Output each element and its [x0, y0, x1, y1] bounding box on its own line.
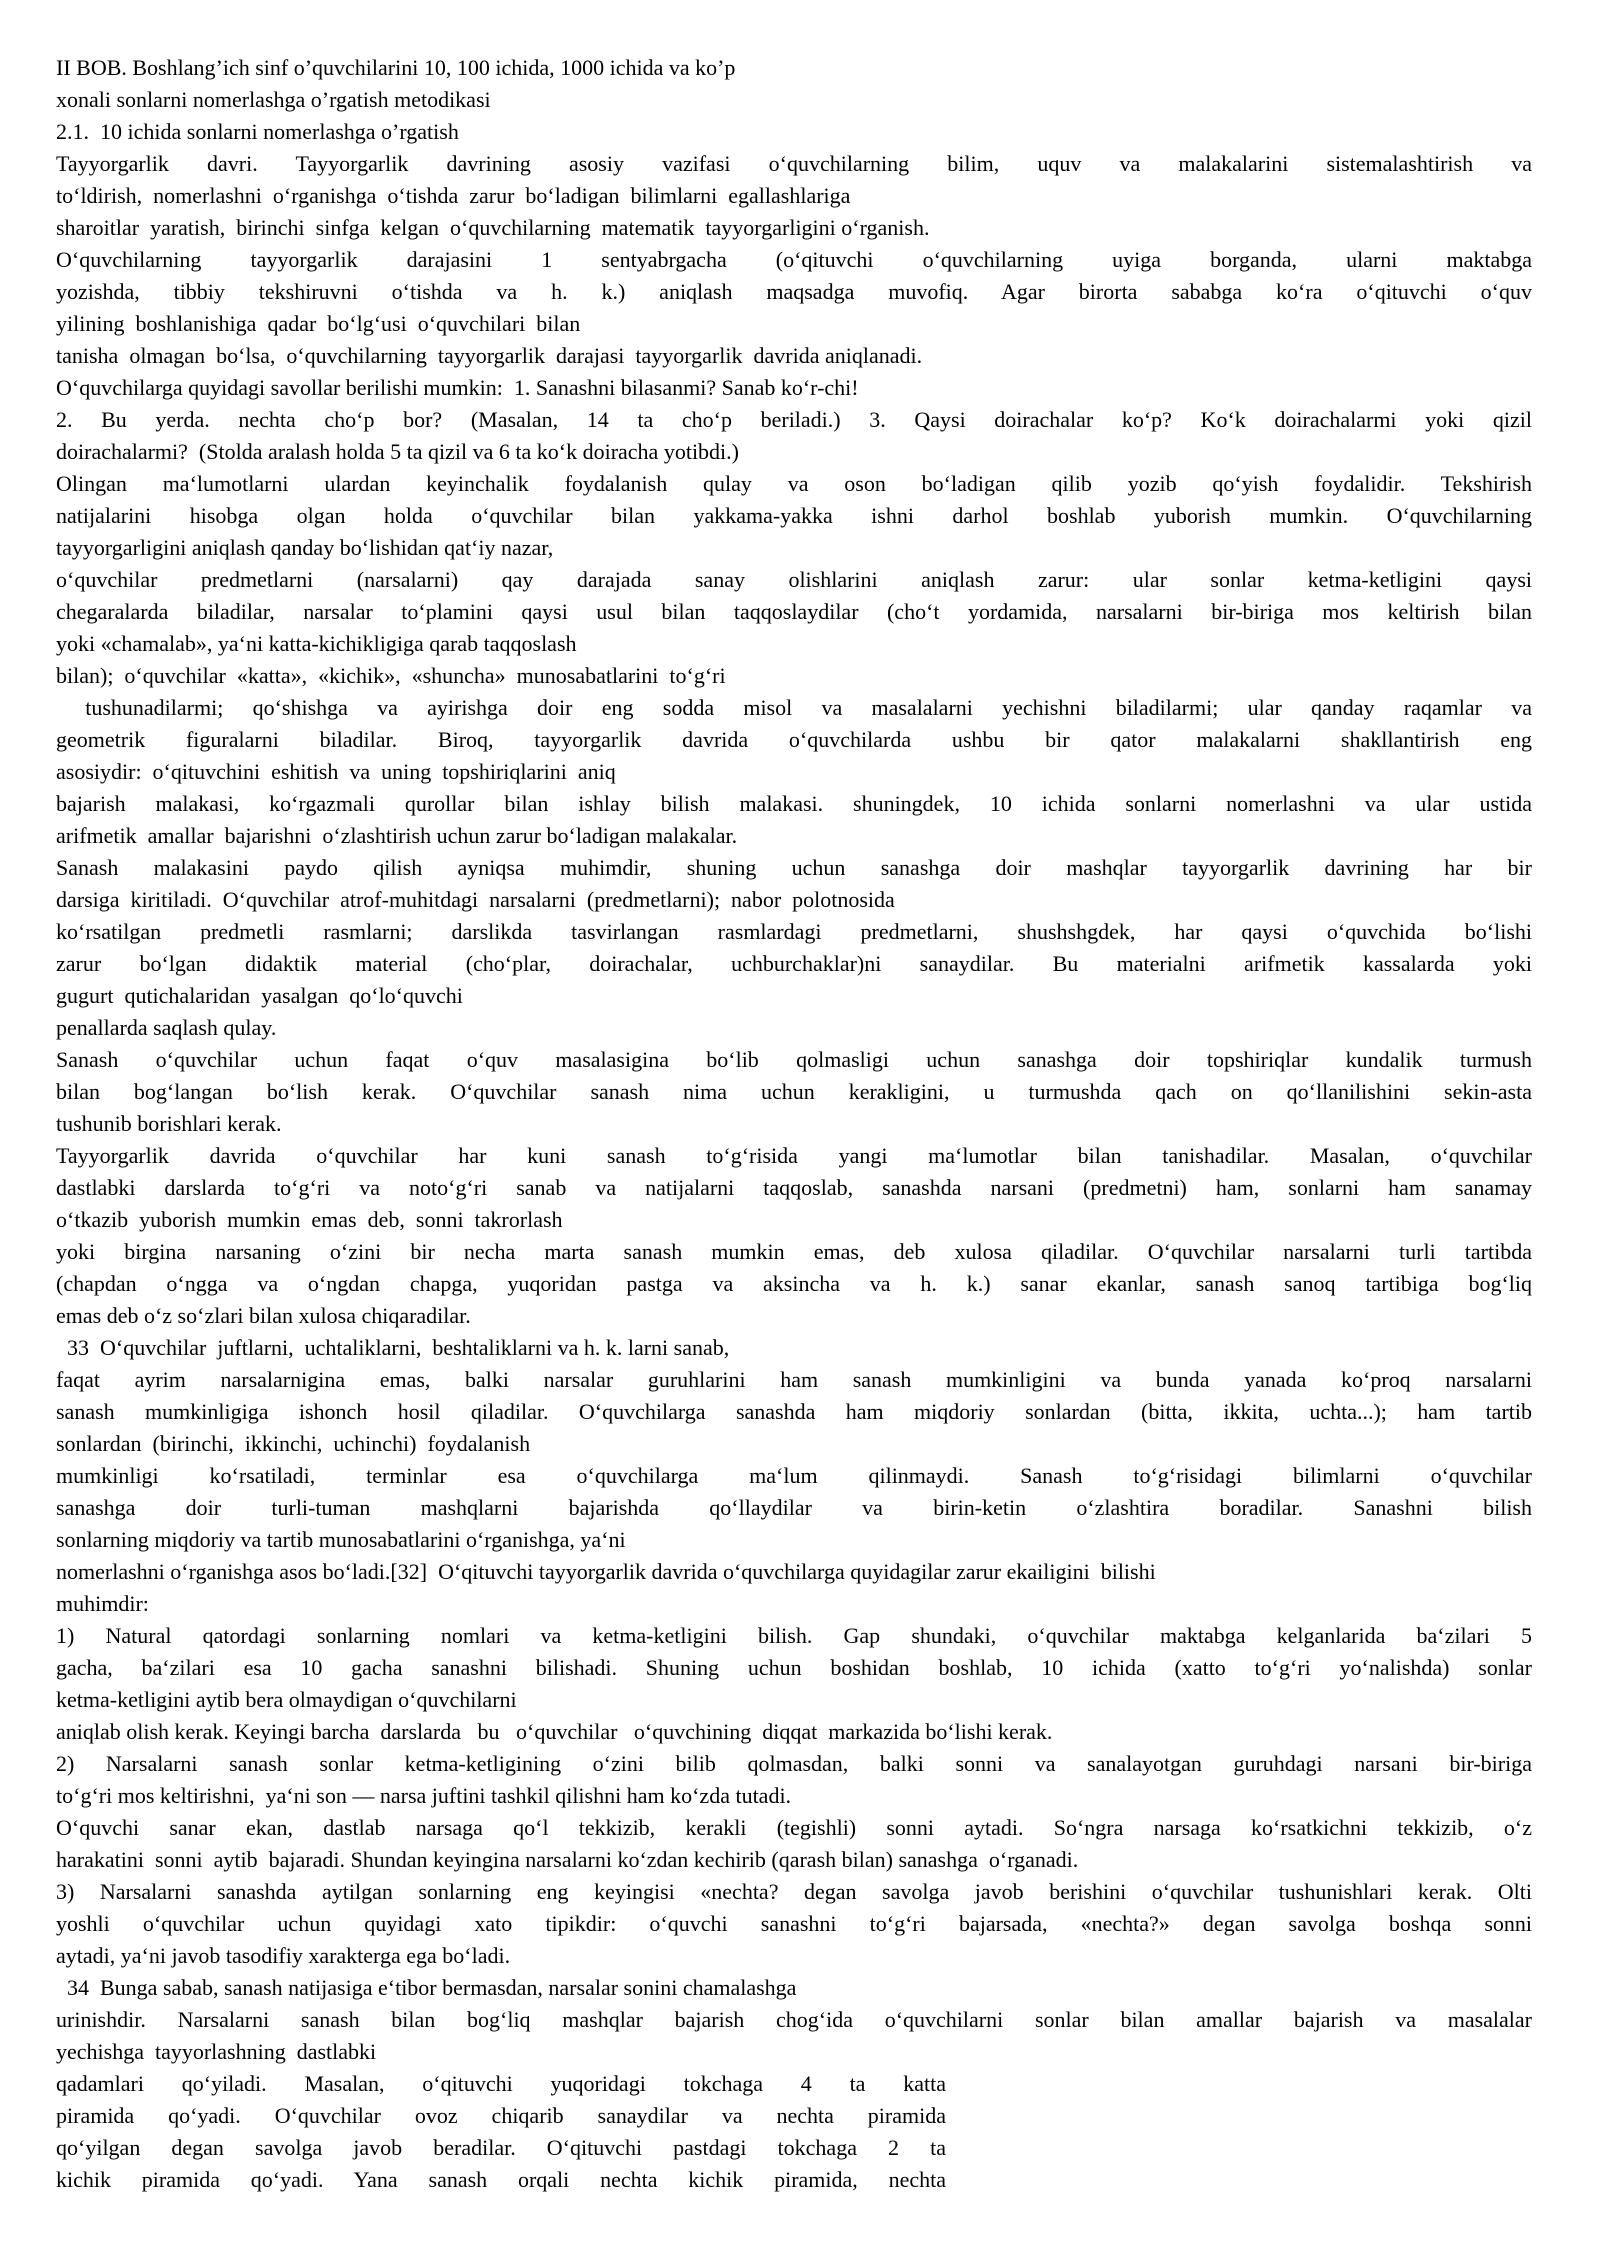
body-text-line: o‘tkazib yuborish mumkin emas deb, sonni takrorlash — [56, 1207, 563, 1232]
body-text-line: sharoitlar yaratish, birinchi sinfga kelgan o‘quvchilarning matematik tayyorgarligini o‘rganish. — [56, 215, 930, 240]
body-text-line: tayyorgarligini aniqlash qanday bo‘lishidan qat‘iy nazar, — [56, 535, 554, 560]
body-text-line: aniqlab olish kerak. Keyingi barcha darslarda bu o‘quvchilar o‘quvchining diqqat markazida bo‘lishi kerak. — [56, 1719, 1053, 1744]
body-text-line: yoki «chamalab», ya‘ni katta-kichikligiga qarab taqqoslash — [56, 631, 577, 656]
body-text-line: faqat ayrim narsalarnigina emas, balki narsalar guruhlarini ham sanash mumkinligini va bunda yanada ko‘proq narsalarni — [56, 1367, 1532, 1392]
body-text-line: aytadi, ya‘ni javob tasodifiy xarakterga ega bo‘ladi. — [56, 1943, 511, 1968]
body-text-line: kichik piramida qo‘yadi. Yana sanash orqali nechta kichik piramida, nechta — [56, 2167, 946, 2192]
body-text-line: o‘quvchilar predmetlarni (narsalarni) qay darajada sanay olishlarini aniqlash zarur: ular sonlar ketma-ketligini qaysi — [56, 567, 1532, 592]
body-text-line: ko‘rsatilgan predmetli rasmlarni; darslikda tasvirlangan rasmlardagi predmetlarni, shushshgdek, har qaysi o‘quvchida bo‘lishi — [56, 919, 1532, 944]
body-text-line: zarur bo‘lgan didaktik material (cho‘plar, doirachalar, uchburchaklar)ni sanaydilar. Bu materialni arifmetik kassalarda yoki — [56, 951, 1532, 976]
body-text-line: 33 O‘quvchilar juftlarni, uchtaliklarni, beshtaliklarni va h. k. larni sanab, — [56, 1335, 730, 1360]
body-text-line: O‘quvchilarga quyidagi savollar berilishi mumkin: 1. Sanashni bilasanmi? Sanab ko‘r-chi! — [56, 375, 859, 400]
heading-line: xonali sonlarni nomerlashga o’rgatish metodikasi — [56, 87, 491, 112]
heading-line: 2.1. 10 ichida sonlarni nomerlashga o’rgatish — [56, 119, 459, 144]
body-text-line: penallarda saqlash qulay. — [56, 1015, 277, 1040]
body-text-line: nomerlashni o‘rganishga asos bo‘ladi.[32] O‘qituvchi tayyorgarlik davrida o‘quvchilarga quyidagilar zarur ekailigini bilishi — [56, 1559, 1156, 1584]
body-text-line: Sanash o‘quvchilar uchun faqat o‘quv masalasigina bo‘lib qolmasligi uchun sanashga doir topshiriqlar kundalik turmush — [56, 1047, 1532, 1072]
body-text-line: 2) Narsalarni sanash sonlar ketma-ketligining o‘zini bilib qolmasdan, balki sonni va sanalayotgan guruhdagi narsani bir-biriga — [56, 1751, 1532, 1776]
body-text-line: O‘quvchi sanar ekan, dastlab narsaga qo‘l tekkizib, kerakli (tegishli) sonni aytadi. So‘ngra narsaga ko‘rsatkichni tekkizib, o‘z — [56, 1815, 1532, 1840]
body-text-line: qadamlari qo‘yiladi. Masalan, o‘qituvchi yuqoridagi tokchaga 4 ta katta — [56, 2071, 946, 2096]
body-text-line: sanash mumkinligiga ishonch hosil qiladilar. O‘quvchilarga sanashda ham miqdoriy sonlardan (bitta, ikkita, uchta...); ham tartib — [56, 1399, 1532, 1424]
body-text-line: (chapdan o‘ngga va o‘ngdan chapga, yuqoridan pastga va aksincha va h. k.) sanar ekanlar, sanash sanoq tartibiga bog‘liq — [56, 1271, 1532, 1296]
body-text-line: geometrik figuralarni biladilar. Biroq, tayyorgarlik davrida o‘quvchilarda ushbu bir qator malakalarni shakllantirish eng — [56, 727, 1532, 752]
body-text-line: qo‘yilgan degan savolga javob beradilar. O‘qituvchi pastdagi tokchaga 2 ta — [56, 2135, 946, 2160]
body-text-line: yilining boshlanishiga qadar bo‘lg‘usi o‘quvchilari bilan — [56, 311, 581, 336]
document-body — [56, 52, 1532, 2196]
body-text-line: to‘ldirish, nomerlashni o‘rganishga o‘tishda zarur bo‘ladigan bilimlarni egallashlariga — [56, 183, 851, 208]
body-text-line: 34 Bunga sabab, sanash natijasiga e‘tibor bermasdan, narsalar sonini chamalashga — [56, 1975, 797, 2000]
body-text-line: dastlabki darslarda to‘g‘ri va noto‘g‘ri sanab va natijalarni taqqoslab, sanashda narsani (predmetni) ham, sonlarni ham sanamay — [56, 1175, 1532, 1200]
body-text-line: Tayyorgarlik davrida o‘quvchilar har kuni sanash to‘g‘risida yangi ma‘lumotlar bilan tanishadilar. Masalan, o‘quvchilar — [56, 1143, 1532, 1168]
body-text-line: O‘quvchilarning tayyorgarlik darajasini 1 sentyabrgacha (o‘qituvchi o‘quvchilarning uyiga borganda, ularni maktabga — [56, 247, 1532, 272]
body-text-line: tushunib borishlari kerak. — [56, 1111, 282, 1136]
body-text-line: arifmetik amallar bajarishni o‘zlashtirish uchun zarur bo‘ladigan malakalar. — [56, 823, 738, 848]
body-text-line: harakatini sonni aytib bajaradi. Shundan keyingina narsalarni ko‘zdan kechirib (qarash bilan) sanashga o‘rganadi. — [56, 1847, 1079, 1872]
body-text-line: yoki birgina narsaning o‘zini bir necha marta sanash mumkin emas, deb xulosa qiladilar. O‘quvchilar narsalarni turli tartibda — [56, 1239, 1532, 1264]
body-text-line: tushunadilarmi; qo‘shishga va ayirishga doir eng sodda misol va masalalarni yechishni biladilarmi; ular qanday raqamlar va — [56, 695, 1532, 720]
body-text-line: muhimdir: — [56, 1591, 149, 1616]
body-text-line: 3) Narsalarni sanashda aytilgan sonlarning eng keyingisi «nechta? degan savolga javob berishini o‘quvchilar tushunishlari kerak. Olti — [56, 1879, 1532, 1904]
body-text-line: yozishda, tibbiy tekshiruvni o‘tishda va h. k.) aniqlash maqsadga muvofiq. Agar birorta sababga ko‘ra o‘qituvchi o‘quv — [56, 279, 1532, 304]
body-text-line: bilan); o‘quvchilar «katta», «kichik», «shuncha» munosabatlarini to‘g‘ri — [56, 663, 726, 688]
body-text-line: bajarish malakasi, ko‘rgazmali qurollar bilan ishlay bilish malakasi. shuningdek, 10 ichida sonlarni nomerlashni va ular ustida — [56, 791, 1532, 816]
body-text-line: to‘g‘ri mos keltirishni, ya‘ni son — narsa juftini tashkil qilishni ham ko‘zda tutadi. — [56, 1783, 792, 1808]
body-text-line: sonlardan (birinchi, ikkinchi, uchinchi) foydalanish — [56, 1431, 531, 1456]
body-text-line: urinishdir. Narsalarni sanash bilan bog‘liq mashqlar bajarish chog‘ida o‘quvchilarni sonlar bilan amallar bajarish va masalalar — [56, 2007, 1532, 2032]
body-text-line: tanisha olmagan bo‘lsa, o‘quvchilarning tayyorgarlik darajasi tayyorgarlik davrida aniqlanadi. — [56, 343, 923, 368]
body-text-line: natijalarini hisobga olgan holda o‘quvchilar bilan yakkama-yakka ishni darhol boshlab yuborish mumkin. O‘quvchilarning — [56, 503, 1532, 528]
body-text-line: Olingan ma‘lumotlarni ulardan keyinchalik foydalanish qulay va oson bo‘ladigan qilib yozib qo‘yish foydalidir. Tekshirish — [56, 471, 1532, 496]
body-text-line: emas deb o‘z so‘zlari bilan xulosa chiqaradilar. — [56, 1303, 471, 1328]
body-text-line: bilan bog‘langan bo‘lish kerak. O‘quvchilar sanash nima uchun kerakligini, u turmushda qach on qo‘llanilishini sekin-asta — [56, 1079, 1532, 1104]
body-text-line: sonlarning miqdoriy va tartib munosabatlarini o‘rganishga, ya‘ni — [56, 1527, 626, 1552]
body-text-line: yoshli o‘quvchilar uchun quyidagi xato tipikdir: o‘quvchi sanashni to‘g‘ri bajarsada, «nechta?» degan savolga boshqa sonni — [56, 1911, 1532, 1936]
body-text-line: mumkinligi ko‘rsatiladi, terminlar esa o‘quvchilarga ma‘lum qilinmaydi. Sanash to‘g‘risidagi bilimlarni o‘quvchilar — [56, 1463, 1532, 1488]
body-text-line: asosiydir: o‘qituvchini eshitish va uning topshiriqlarini aniq — [56, 759, 616, 784]
body-text-line: ketma-ketligini aytib bera olmaydigan o‘quvchilarni — [56, 1687, 517, 1712]
body-text-line: 2. Bu yerda. nechta cho‘p bor? (Masalan, 14 ta cho‘p beriladi.) 3. Qaysi doirachalar ko‘p? Ko‘k doirachalarmi yoki qizil — [56, 407, 1532, 432]
body-text-line: Tayyorgarlik davri. Tayyorgarlik davrining asosiy vazifasi o‘quvchilarning bilim, uquv va malakalarini sistemalashtirish va — [56, 151, 1532, 176]
body-text-line: piramida qo‘yadi. O‘quvchilar ovoz chiqarib sanaydilar va nechta piramida — [56, 2103, 946, 2128]
body-text-line: sanashga doir turli-tuman mashqlarni bajarishda qo‘llaydilar va birin-ketin o‘zlashtira boradilar. Sanashni bilish — [56, 1495, 1532, 1520]
body-text-line: gugurt qutichalaridan yasalgan qo‘lo‘quvchi — [56, 983, 463, 1008]
body-text-line: 1) Natural qatordagi sonlarning nomlari va ketma-ketligini bilish. Gap shundaki, o‘quvchilar maktabga kelganlarida ba‘zilari 5 — [56, 1623, 1532, 1648]
body-text-line: darsiga kiritiladi. O‘quvchilar atrof-muhitdagi narsalarni (predmetlarni); nabor polotnosida — [56, 887, 895, 912]
body-text-line: doirachalarmi? (Stolda aralash holda 5 ta qizil va 6 ta ko‘k doiracha yotibdi.) — [56, 439, 739, 464]
body-text-line: gacha, ba‘zilari esa 10 gacha sanashni bilishadi. Shuning uchun boshidan boshlab, 10 ichida (xatto to‘g‘ri yo‘nalishda) sonlar — [56, 1655, 1532, 1680]
body-text-line: yechishga tayyorlashning dastlabki — [56, 2039, 377, 2064]
heading-line: II BOB. Boshlang’ich sinf o’quvchilarini 10, 100 ichida, 1000 ichida va ko’p — [56, 55, 736, 80]
body-text-line: chegaralarda biladilar, narsalar to‘plamini qaysi usul bilan taqqoslaydilar (cho‘t yordamida, narsalarni bir-biriga mos keltirish bilan — [56, 599, 1532, 624]
body-text-line: Sanash malakasini paydo qilish ayniqsa muhimdir, shuning uchun sanashga doir mashqlar tayyorgarlik davrining har bir — [56, 855, 1532, 880]
